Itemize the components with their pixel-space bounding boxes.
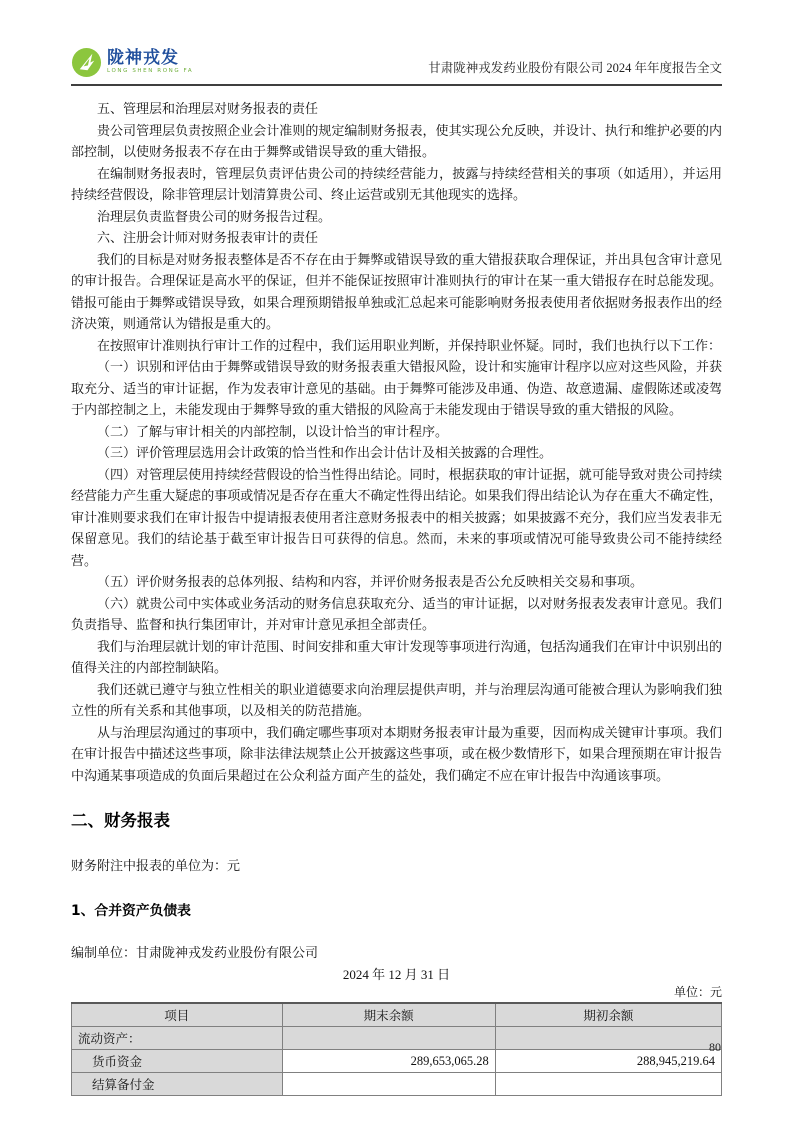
- table-row: [72, 1073, 722, 1096]
- paragraph: 在编制财务报表时，管理层负责评估贵公司的持续经营能力，披露与持续经营相关的事项（如适用），并运用持续经营假设，除非管理层计划清算贵公司、终止运营或别无其他现实的选择。: [71, 165, 722, 202]
- paragraph: 我们还就已遵守与独立性相关的职业道德要求向治理层提供声明，并与治理层沟通可能被合理认为影响我们独立性的所有关系和其他事项，以及相关的防范措施。: [71, 681, 722, 718]
- paragraph: 在按照审计准则执行审计工作的过程中，我们运用职业判断，并保持职业怀疑。同时，我们也执行以下工作：: [97, 337, 722, 353]
- paragraph: （一）识别和评估由于舞弊或错误导致的财务报表重大错报风险，设计和实施审计程序以应对这些风险，并获取充分、适当的审计证据，作为发表审计意见的基础。由于舞弊可能涉及串通、伪造、故意遗漏、虚假陈述或凌驾于内部控制之上，未能发现由于舞弊导致的重大错报的风险高于未能发现由于错误导致的重大错报的风险。: [71, 359, 722, 417]
- balance-sheet-heading: 1、合并资产负债表: [71, 903, 191, 919]
- logo-en-name: LONG SHEN RONG FA: [107, 68, 194, 75]
- balance-sheet-table: [71, 1002, 722, 1096]
- header-item: 项目: [72, 1003, 283, 1027]
- paragraph: 治理层负责监督贵公司的财务报告过程。: [97, 208, 332, 224]
- notes-unit-text: 财务附注中报表的单位为：元: [71, 858, 241, 873]
- statement-date: 2024 年 12 月 31 日: [342, 967, 451, 982]
- report-title: 甘肃陇神戎发药业股份有限公司 2024 年年度报告全文: [428, 61, 722, 75]
- paragraph: （三）评价管理层选用会计政策的恰当性和作出会计估计及相关披露的合理性。: [97, 445, 553, 460]
- section-heading-6: 六、注册会计师对财务报表审计的责任: [97, 230, 319, 245]
- row-item-label: 结算备付金: [72, 1073, 283, 1096]
- document-body: [71, 86, 722, 1096]
- table-row: [72, 1027, 722, 1050]
- row-end-balance: 289,653,065.28: [282, 1050, 495, 1073]
- prepared-by-text: 编制单位：甘肃陇神戎发药业股份有限公司: [71, 945, 319, 960]
- page-header: [71, 0, 722, 86]
- header-begin-balance: 期初余额: [495, 1003, 721, 1027]
- paragraph: （二）了解与审计相关的内部控制，以设计恰当的审计程序。: [97, 423, 449, 439]
- logo-cn-name: 陇神戎发: [107, 48, 179, 69]
- row-begin-balance: 288,945,219.64: [495, 1050, 721, 1073]
- financial-statements-heading: 二、财务报表: [71, 811, 170, 830]
- paragraph: 我们的目标是对财务报表整体是否不存在由于舞弊或错误导致的重大错报获取合理保证，并出具包含审计意见的审计报告。合理保证是高水平的保证，但并不能保证按照审计准则执行的审计在某一重大错报存在时总能发现。错报可能由于舞弊或错误导致，如果合理预期错报单独或汇总起来可能影响财务报表使用者依据财务报表作出的经济决策，则通常认为错报是重大的。: [71, 251, 722, 331]
- row-end-balance: [282, 1073, 495, 1096]
- paragraph: （五）评价财务报表的总体列报、结构和内容，并评价财务报表是否公允反映相关交易和事项。: [97, 574, 644, 589]
- company-logo: [71, 47, 193, 78]
- row-begin-balance: [495, 1027, 721, 1050]
- header-end-balance: 期末余额: [282, 1003, 495, 1027]
- row-begin-balance: [495, 1073, 721, 1096]
- paragraph: 从与治理层沟通过的事项中，我们确定哪些事项对本期财务报表审计最为重要，因而构成关键审计事项。我们在审计报告中描述这些事项，除非法律法规禁止公开披露这些事项，或在极少数情形下，如果合理预期在审计报告中沟通某事项造成的负面后果超过在公众利益方面产生的益处，我们确定不应在审计报告中沟通该事项。: [71, 724, 722, 783]
- logo-text: [107, 50, 193, 75]
- page-number: 80: [709, 1040, 721, 1054]
- paragraph: 贵公司管理层负责按照企业会计准则的规定编制财务报表，使其实现公允反映，并设计、执行和维护必要的内部控制，以使财务报表不存在由于舞弊或错误导致的重大错报。: [71, 122, 722, 159]
- paragraph: （六）就贵公司中实体或业务活动的财务信息获取充分、适当的审计证据，以对财务报表发表审计意见。我们负责指导、监督和执行集团审计，并对审计意见承担全部责任。: [71, 595, 722, 632]
- paragraph: （四）对管理层使用持续经营假设的恰当性得出结论。同时，根据获取的审计证据，就可能导致对贵公司持续经营能力产生重大疑虑的事项或情况是否存在重大不确定性得出结论。如果我们得出结论认为存在重大不确定性，审计准则要求我们在审计报告中提请报表使用者注意财务报表中的相关披露；如果披露不充分，我们应当发表非无保留意见。我们的结论基于截至审计报告日可获得的信息。然而，未来的事项或情况可能导致贵公司不能持续经营。: [71, 466, 722, 568]
- row-item-label: 货币资金: [72, 1050, 283, 1073]
- table-row: [72, 1050, 722, 1073]
- paragraph: 我们与治理层就计划的审计范围、时间安排和重大审计发现等事项进行沟通，包括沟通我们在审计中识别出的值得关注的内部控制缺陷。: [71, 638, 722, 675]
- unit-label: 单位：元: [673, 985, 722, 999]
- row-item-label: 流动资产：: [72, 1027, 283, 1050]
- section-heading-5: 五、管理层和治理层对财务报表的责任: [97, 101, 319, 116]
- row-end-balance: [282, 1027, 495, 1050]
- logo-bird-icon: [71, 47, 102, 78]
- table-header-row: [72, 1003, 722, 1027]
